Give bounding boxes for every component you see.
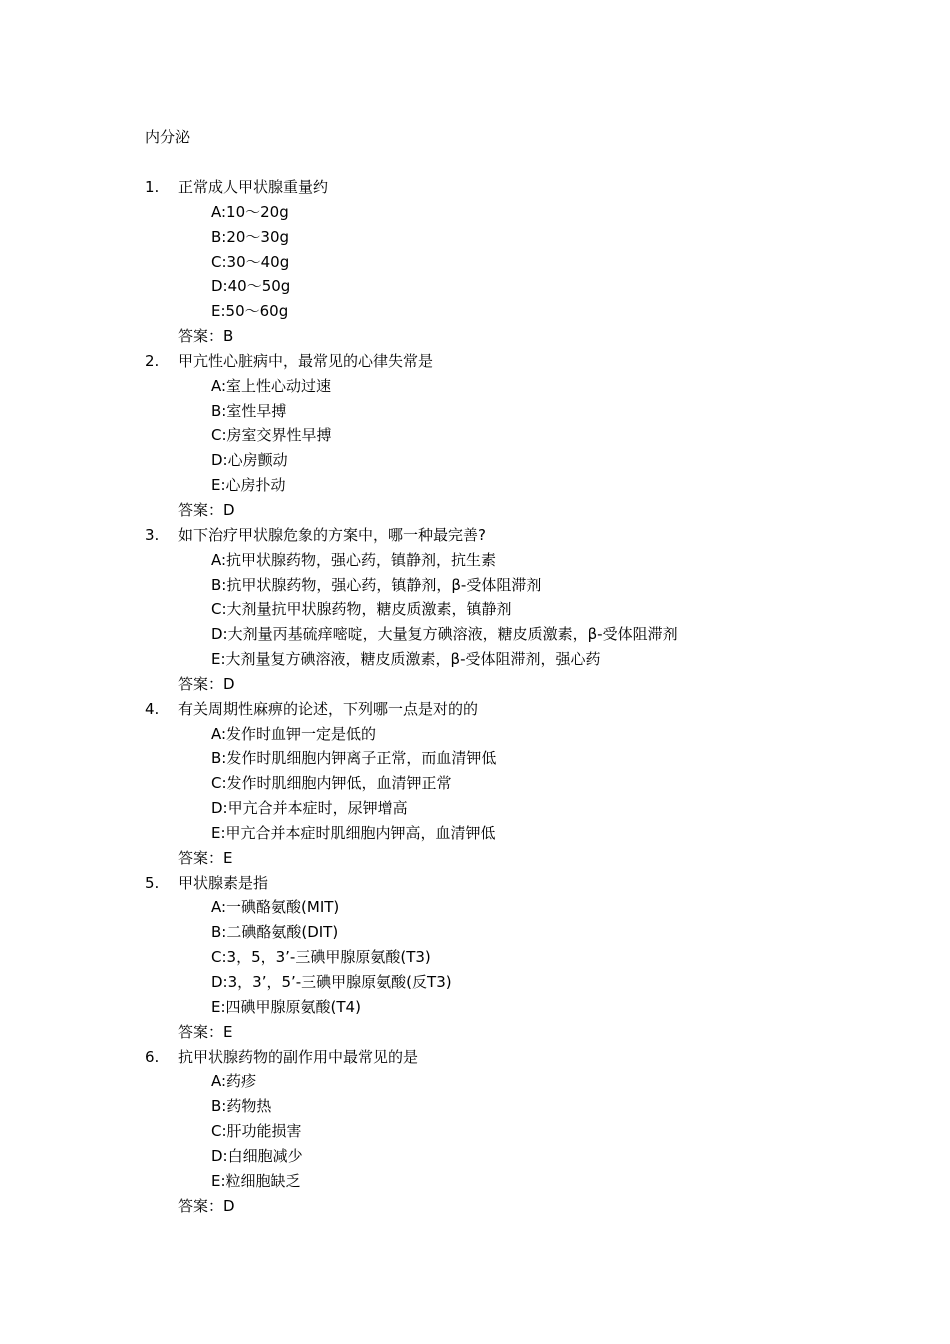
option-e: E:四碘甲腺原氨酸(T4): [211, 997, 361, 1016]
option-d: D:白细胞减少: [211, 1146, 303, 1165]
option-b: B:抗甲状腺药物，强心药，镇静剂，β-受体阻滞剂: [211, 575, 542, 594]
question-stem: [145, 1045, 925, 1070]
question-text: 有关周期性麻痹的论述，下列哪一点是对的的: [178, 699, 479, 718]
option-e: E:甲亢合并本症时肌细胞内钾高，血清钾低: [211, 823, 496, 842]
option-d: D:大剂量丙基硫痒嘧啶，大量复方碘溶液，糖皮质激素，β-受体阻滞剂: [211, 625, 678, 644]
option-e: E:粒细胞缺乏: [211, 1171, 301, 1190]
question-stem: [145, 697, 925, 722]
option-c: C:30～40g: [211, 252, 290, 271]
option-e: E:心房扑动: [211, 476, 286, 495]
option-a: A:室上性心动过速: [211, 376, 332, 395]
question-1: [145, 175, 925, 349]
option-d: D:甲亢合并本症时，尿钾增高: [211, 799, 408, 818]
question-number: 2.: [145, 351, 160, 370]
answer: 答案：D: [178, 500, 235, 519]
question-text: 正常成人甲状腺重量约: [178, 178, 329, 196]
question-5: [145, 871, 925, 1045]
option-a: A:抗甲状腺药物，强心药，镇静剂，抗生素: [211, 550, 497, 569]
question-number: 5.: [145, 873, 160, 892]
question-3: [145, 523, 925, 697]
option-a: A:药疹: [211, 1072, 257, 1091]
section-title: 内分泌: [145, 128, 191, 146]
answer: 答案：D: [178, 674, 235, 693]
option-a: A:发作时血钾一定是低的: [211, 724, 377, 743]
question-stem: [145, 175, 925, 200]
option-c: C:肝功能损害: [211, 1122, 302, 1141]
answer: 答案：D: [178, 1196, 235, 1215]
question-list: [145, 175, 925, 1218]
option-a: A:10～20g: [211, 202, 289, 221]
option-a: A:一碘酪氨酸(MIT): [211, 898, 340, 917]
option-b: B:药物热: [211, 1097, 272, 1116]
option-b: B:20～30g: [211, 227, 290, 246]
option-c: C:发作时肌细胞内钾低，血清钾正常: [211, 774, 452, 793]
answer: 答案：E: [178, 1022, 233, 1041]
option-c: C:房室交界性早搏: [211, 426, 332, 445]
question-text: 甲亢性心脏病中，最常见的心律失常是: [178, 351, 434, 370]
question-4: [145, 697, 925, 871]
option-b: B:二碘酪氨酸(DIT): [211, 923, 339, 942]
answer: 答案：B: [178, 327, 234, 346]
question-stem: [145, 349, 925, 374]
question-text: 甲状腺素是指: [178, 873, 269, 892]
question-number: 4.: [145, 699, 160, 718]
question-stem: [145, 871, 925, 896]
question-number: 3.: [145, 525, 160, 544]
question-6: [145, 1045, 925, 1219]
option-d: D:3，3’，5’-三碘甲腺原氨酸(反T3): [211, 973, 452, 991]
question-2: [145, 349, 925, 523]
answer: 答案：E: [178, 848, 233, 867]
question-text: 如下治疗甲状腺危象的方案中，哪一种最完善?: [178, 525, 486, 544]
question-number: 1.: [145, 178, 160, 196]
option-d: D:心房颤动: [211, 451, 288, 470]
question-stem: [145, 523, 925, 548]
question-number: 6.: [145, 1047, 160, 1066]
option-d: D:40～50g: [211, 277, 291, 296]
option-b: B:室性早搏: [211, 401, 287, 420]
option-c: C:大剂量抗甲状腺药物，糖皮质激素，镇静剂: [211, 600, 512, 619]
option-c: C:3，5，3’-三碘甲腺原氨酸(T3): [211, 948, 431, 967]
option-e: E:50～60g: [211, 302, 289, 321]
option-e: E:大剂量复方碘溶液，糖皮质激素，β-受体阻滞剂，强心药: [211, 650, 601, 669]
option-b: B:发作时肌细胞内钾离子正常，而血清钾低: [211, 749, 497, 768]
question-text: 抗甲状腺药物的副作用中最常见的是: [178, 1047, 419, 1066]
